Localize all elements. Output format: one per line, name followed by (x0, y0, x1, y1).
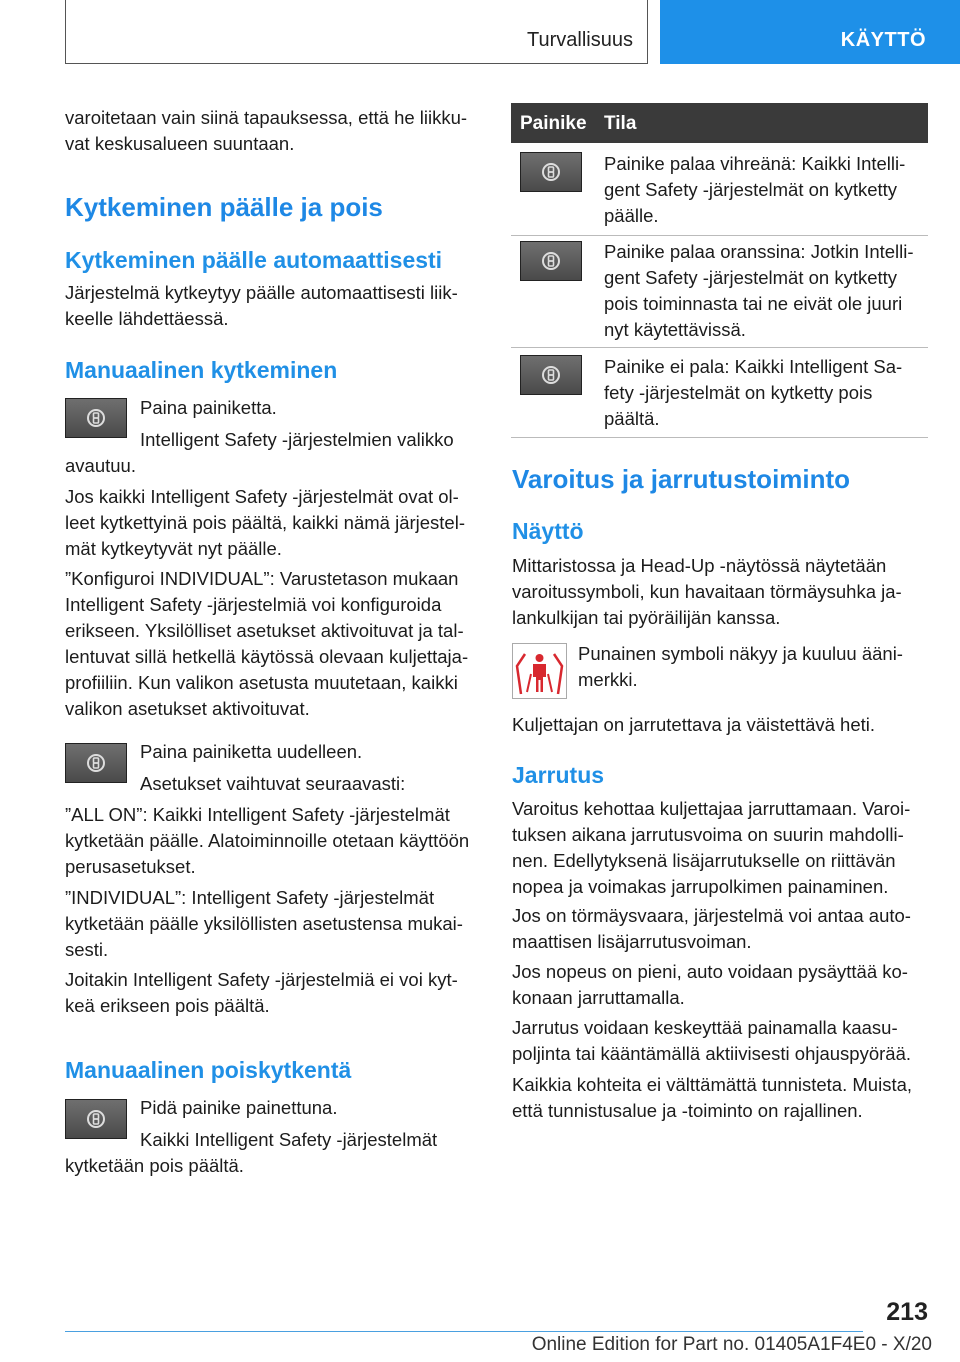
heading-braking: Jarrutus (512, 762, 605, 788)
table-row-state: Painike ei pala: Kaikki Intelligent Sa-fety -järjestelmät on kytketty pois päältä. (604, 356, 903, 429)
display-text: Mittaristossa ja Head-Up -näytössä näytetään varoitussymboli, kun havaitaan törmäysuhka ja-lankulkijan tai pyöräilijän kanssa. (512, 555, 902, 628)
pedestrian-warning-icon (512, 643, 567, 699)
table-row-divider (511, 437, 928, 438)
intro-text: varoitetaan vain siinä tapauksessa, että he liikku-vat keskusalueen suuntaan. (65, 107, 468, 154)
header-chapter-title: KÄYTTÖ (840, 29, 926, 51)
menu-opens-text: Intelligent Safety -järjestelmien valikko avautuu. (65, 429, 454, 476)
safety-button-icon (65, 743, 127, 783)
braking-text-5: Kaikkia kohteita ei välttämättä tunnisteta. Muista, että tunnistusalue ja -toiminto on rajallinen. (512, 1074, 913, 1121)
individual-text: ”INDIVIDUAL”: Intelligent Safety -järjestelmät kytketään päälle yksilöllisten asetustensa mukai-sesti. (65, 887, 463, 960)
safety-button-icon (520, 241, 582, 281)
table-row-divider (511, 235, 928, 236)
safety-button-icon (520, 152, 582, 192)
all-off-text: Kaikki Intelligent Safety -järjestelmät kytketään pois päältä. (65, 1129, 438, 1176)
if-all-off-text: Jos kaikki Intelligent Safety -järjestelmät ovat ol-leet kytkettyinä pois päältä, kaikki nämä järjestel-mät kytkeytyvät nyt päälle. (65, 486, 465, 559)
braking-text-1: Varoitus kehottaa kuljettajaa jarruttamaan. Varoi-tuksen aikana jarrutusvoima on suurin mahdolli-nen. Edellytyksenä lisäjarrutukselle on riittävän nopea ja voimakas jarrupolkimen painaminen. (512, 798, 911, 897)
table-header-button: Painike (520, 113, 587, 134)
heading-warning-braking: Varoitus ja jarrutustoiminto (512, 464, 851, 494)
braking-text-4: Jarrutus voidaan keskeyttää painamalla kaasu-poljinta tai kääntämällä aktiivisesti ohjauspyörää. (512, 1017, 911, 1064)
hold-button-text: Pidä painike painettuna. (140, 1097, 338, 1118)
heading-manual-off: Manuaalinen poiskytkentä (65, 1057, 352, 1083)
driver-brake-text: Kuljettajan on jarrutettava ja väistettävä heti. (512, 714, 876, 735)
heading-manual-on: Manuaalinen kytkeminen (65, 357, 338, 383)
all-on-text: ”ALL ON”: Kaikki Intelligent Safety -järjestelmät kytketään päälle. Alatoiminnoille otetaan käyttöön perusasetukset. (65, 804, 470, 877)
footer-rule (65, 1331, 863, 1332)
page-number: 213 (886, 1298, 928, 1326)
safety-button-icon (520, 355, 582, 395)
settings-change-text: Asetukset vaihtuvat seuraavasti: (140, 773, 406, 794)
heading-switch-on-off: Kytkeminen päälle ja pois (65, 192, 383, 222)
header-section-box (65, 0, 648, 64)
braking-text-3: Jos nopeus on pieni, auto voidaan pysäyttää ko-konaan jarruttamalla. (512, 961, 908, 1008)
table-row-divider (511, 347, 928, 348)
header-chapter-tab (660, 0, 960, 64)
press-again-text: Paina painiketta uudelleen. (140, 741, 363, 762)
table-header (511, 103, 928, 143)
heading-auto-on: Kytkeminen päälle automaattisesti (65, 247, 443, 273)
some-cannot-text: Joitakin Intelligent Safety -järjestelmiä ei voi kyt-keä erikseen pois päältä. (65, 969, 458, 1016)
red-symbol-text: Punainen symboli näkyy ja kuuluu ääni-merkki. (578, 643, 903, 690)
heading-display: Näyttö (512, 518, 584, 544)
header-section-title: Turvallisuus (527, 29, 633, 51)
press-button-text: Paina painiketta. (140, 397, 277, 418)
braking-text-2: Jos on törmäysvaara, järjestelmä voi antaa auto-maattisen lisäjarrutusvoiman. (512, 905, 911, 952)
configure-individual-text: ”Konfiguroi INDIVIDUAL”: Varustetason mukaan Intelligent Safety -järjestelmiä voi konfiguroida erikseen. Yksilölliset asetukset aktivoituvat ja tal-lentuvat sillä hetkellä käytössä olevaan kuljettaja-profiiliin. Kun valikon asetusta muutetaan, kaikki valikon asetukset aktivoituvat. (65, 568, 469, 719)
table-header-state: Tila (604, 113, 637, 134)
auto-on-text: Järjestelmä kytkeytyy päälle automaattisesti liik-keelle lähdettäessä. (65, 282, 458, 329)
table-row-state: Painike palaa vihreänä: Kaikki Intelli-gent Safety -järjestelmät on kytketty päälle. (604, 153, 906, 226)
footer-edition: Online Edition for Part no. 01405A1F4E0 - X/20 (531, 1334, 932, 1355)
table-row-state: Painike palaa oranssina: Jotkin Intelli-gent Safety -järjestelmät on kytketty pois toiminnasta tai ne eivät ole juuri nyt käytettävissä. (604, 241, 914, 340)
